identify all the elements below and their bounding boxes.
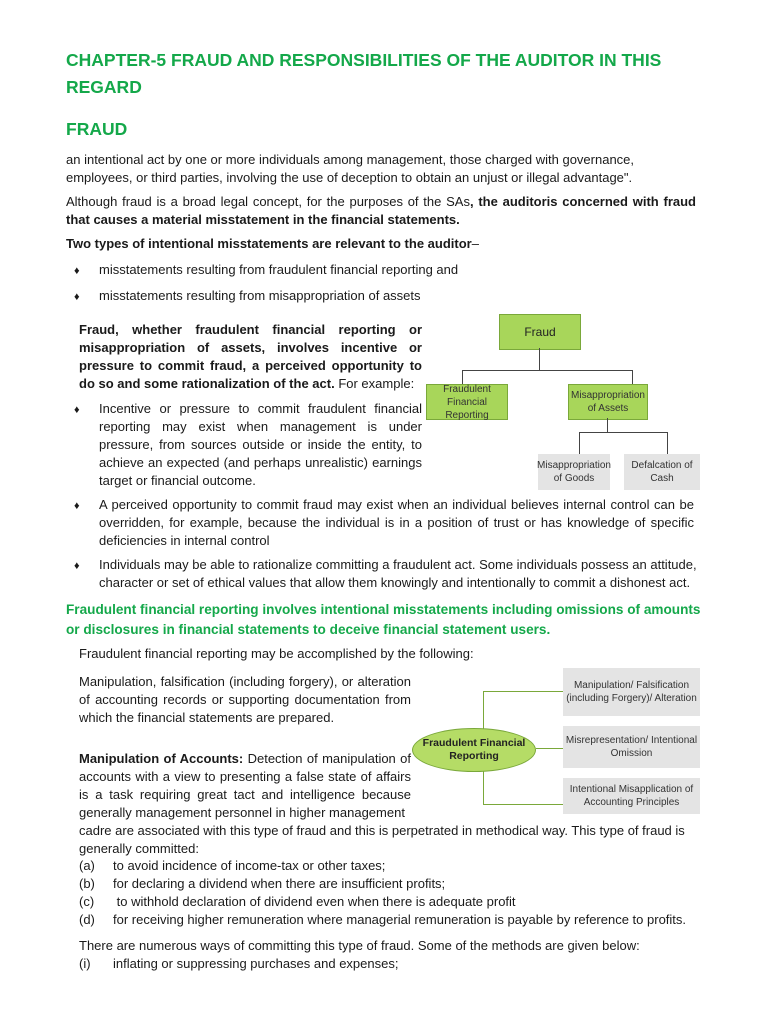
moa-text: Detection of manipulation of accounts with a view to presenting a false state of affairs is a task requiring great tact and intelligence because generally management personnel in higher management [79, 751, 411, 820]
ffr-box-misrepresentation: Misrepresentation/ Intentional Omission [563, 726, 700, 768]
type-item: misstatements resulting from misappropriation of assets [99, 288, 421, 303]
chapter-title: CHAPTER-5 FRAUD AND RESPONSIBILITIES OF THE AUDITOR IN THIS REGARD [66, 50, 662, 97]
bullet-icon: ♦ [74, 291, 80, 303]
connector [483, 691, 563, 692]
list-item: (d) for receiving higher remuneration where managerial remuneration is payable by reference to profits. [79, 912, 687, 927]
bullet-icon: ♦ [74, 560, 80, 572]
connector [667, 432, 668, 454]
moa-paragraph [79, 750, 411, 822]
moa-label: Manipulation of Accounts: [79, 751, 244, 766]
opportunity-bullet [99, 496, 694, 550]
two-types-text: Two types of intentional misstatements are relevant to the auditor [66, 236, 472, 251]
diagram-misappropriation-node: Misappropriation of Assets [568, 384, 648, 420]
bullet-icon: ♦ [74, 500, 80, 512]
ffr-center-node: Fraudulent Financial Reporting [412, 728, 536, 772]
ffr-accomplished: Fraudulent financial reporting may be accomplished by the following: [79, 646, 474, 661]
two-types-heading [66, 235, 696, 253]
diagram-root-fraud: Fraud [499, 314, 581, 350]
fraud-lead-bold: Fraud, whether fraudulent financial reporting or misappropriation of assets, involves incentive or pressure to commit fraud, a perceived opportunity to do so and some rationalization of the act. [79, 322, 422, 391]
opportunity-bullet-text: A perceived opportunity to commit fraud may exist when an individual believes internal control can be overridden, for example, because the individual is in a position of trust or has knowledge of specific deficiencies in internal control [99, 497, 694, 548]
legal-concept-bold: , the auditoris concerned with fraud that causes a material misstatement in the financial statements. [66, 194, 696, 227]
connector [483, 804, 563, 805]
fraud-definition: an intentional act by one or more individuals among management, those charged with governance, employees, or third parties, involving the use of deception to obtain an unjust or illegal advantage". [66, 152, 635, 185]
rationalize-bullet: Individuals may be able to rationalize committing a fraudulent act. Some individuals possess an attitude, character or set of ethical values that allow them knowingly and intentionally to commit a dishonest act. [99, 557, 697, 590]
fraud-lead-plain: For example: [334, 376, 415, 391]
list-item: (c) to withhold declaration of dividend even when there is adequate profit [79, 894, 516, 909]
ffr-diagram [410, 666, 702, 816]
connector [539, 348, 540, 370]
manipulation-paragraph: Manipulation, falsification (including forgery), or alteration of accounting records or supporting documentation from which the financial statements are prepared. [79, 674, 411, 725]
fraud-diagram [424, 308, 704, 494]
ffr-box-misapplication: Intentional Misapplication of Accounting Principles [563, 778, 700, 814]
type-item: misstatements resulting from fraudulent financial reporting and [99, 262, 459, 277]
two-types-dash: – [471, 236, 479, 251]
connector [632, 370, 633, 384]
connector [579, 432, 580, 454]
list-item: (a) to avoid incidence of income-tax or other taxes; [79, 858, 386, 873]
list-item: (b) for declaring a dividend when there are insufficient profits; [79, 876, 446, 891]
bullet-icon: ♦ [74, 404, 80, 416]
ffr-heading: Fraudulent financial reporting involves intentional misstatements including omissions of amounts or disclosures in financial statements to deceive financial statement users. [66, 602, 701, 637]
connector [579, 432, 667, 433]
connector [536, 748, 563, 749]
diagram-cash-node: Defalcation of Cash [624, 454, 700, 490]
numerous-ways: There are numerous ways of committing this type of fraud. Some of the methods are given below: [79, 938, 640, 953]
moa-continuation: cadre are associated with this type of fraud and this is perpetrated in methodical way. This type of fraud is generally committed: [79, 823, 685, 856]
ffr-box-manipulation: Manipulation/ Falsification (including Forgery)/ Alteration [563, 668, 700, 716]
incentive-bullet: Incentive or pressure to commit fraudulent financial reporting may exist when management is under pressure, from sources outside or inside the entity, to achieve an expected (and perhaps unrealistic) earnings target or financial outcome. [99, 401, 422, 488]
legal-concept-paragraph [66, 193, 696, 229]
section-title-fraud: FRAUD [66, 119, 128, 139]
diagram-goods-node: Misappropriation of Goods [538, 454, 610, 490]
connector [462, 370, 632, 371]
bullet-icon: ♦ [74, 265, 80, 277]
method-item: (i) inflating or suppressing purchases and expenses; [79, 956, 399, 971]
connector [607, 418, 608, 432]
diagram-ffr-node: Fraudulent Financial Reporting [426, 384, 508, 420]
legal-concept-text: Although fraud is a broad legal concept, for the purposes of the SAs [66, 194, 470, 209]
fraud-lead-paragraph [79, 321, 422, 393]
